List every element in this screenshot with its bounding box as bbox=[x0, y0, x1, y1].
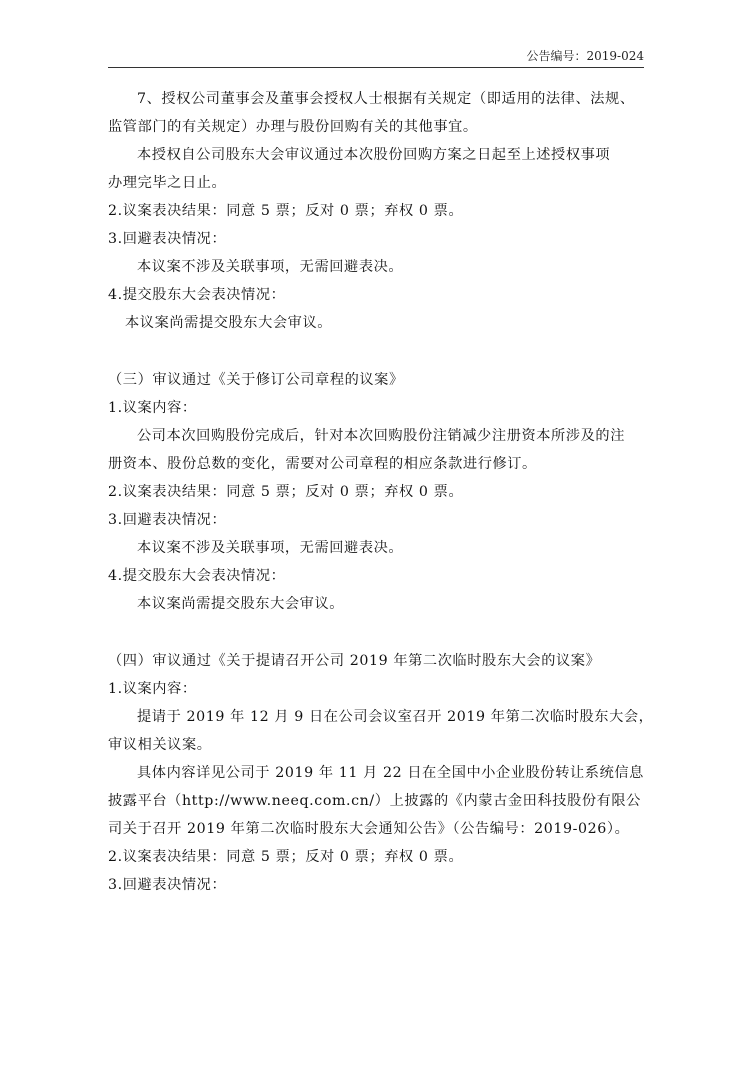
section-spacer bbox=[108, 337, 644, 366]
announcement-number: 公告编号：2019-024 bbox=[526, 49, 644, 63]
authorization-item-7-line-2: 监管部门的有关规定）办理与股份回购有关的其他事宜。 bbox=[108, 119, 478, 135]
authorization-period-line-1: 本授权自公司股东大会审议通过本次股份回购方案之日起至上述授权事项 bbox=[137, 147, 611, 163]
details-line-1: 具体内容详见公司于 2019 年 11 月 22 日在全国中小企业股份转让系统信息 bbox=[137, 765, 644, 781]
section-spacer bbox=[108, 618, 644, 647]
recusal-heading: 3.回避表决情况： bbox=[108, 877, 227, 893]
voting-result: 2.议案表决结果：同意 5 票；反对 0 票；弃权 0 票。 bbox=[108, 849, 464, 865]
submission-heading: 4.提交股东大会表决情况： bbox=[108, 287, 286, 303]
section-3-title: （三）审议通过《关于修订公司章程的议案》 bbox=[108, 372, 404, 388]
recusal-heading: 3.回避表决情况： bbox=[108, 231, 227, 247]
header-rule bbox=[108, 67, 644, 68]
submission-heading: 4.提交股东大会表决情况： bbox=[108, 568, 286, 584]
motion-content-line-1: 公司本次回购股份完成后，针对本次回购股份注销减少注册资本所涉及的注 bbox=[137, 428, 625, 444]
submission-text: 本议案尚需提交股东大会审议。 bbox=[137, 596, 345, 612]
submission-text: 本议案尚需提交股东大会审议。 bbox=[125, 315, 333, 331]
motion-content-line-2: 册资本、股份总数的变化，需要对公司章程的相应条款进行修订。 bbox=[108, 456, 537, 472]
motion-content-line-1: 提请于 2019 年 12 月 9 日在公司会议室召开 2019 年第二次临时股东大会， bbox=[137, 709, 654, 725]
motion-content-heading: 1.议案内容： bbox=[108, 681, 197, 697]
voting-result: 2.议案表决结果：同意 5 票；反对 0 票；弃权 0 票。 bbox=[108, 203, 464, 219]
authorization-item-7-line-1: 7、授权公司董事会及董事会授权人士根据有关规定（即适用的法律、法规、 bbox=[137, 91, 635, 107]
recusal-text: 本议案不涉及关联事项，无需回避表决。 bbox=[137, 540, 404, 556]
details-line-3: 司关于召开 2019 年第二次临时股东大会通知公告》（公告编号：2019-026）。 bbox=[108, 821, 630, 837]
motion-content-line-2: 审议相关议案。 bbox=[108, 737, 212, 753]
recusal-text: 本议案不涉及关联事项，无需回避表决。 bbox=[137, 259, 404, 275]
recusal-heading: 3.回避表决情况： bbox=[108, 512, 227, 528]
voting-result: 2.议案表决结果：同意 5 票；反对 0 票；弃权 0 票。 bbox=[108, 484, 464, 500]
authorization-period-line-2: 办理完毕之日止。 bbox=[108, 175, 227, 191]
motion-content-heading: 1.议案内容： bbox=[108, 400, 197, 416]
details-line-2: 披露平台（http://www.neeq.com.cn/）上披露的《内蒙古金田科技股份有限公 bbox=[108, 793, 641, 809]
document-body bbox=[108, 85, 654, 899]
section-4-title: （四）审议通过《关于提请召开公司 2019 年第二次临时股东大会的议案》 bbox=[108, 653, 601, 669]
